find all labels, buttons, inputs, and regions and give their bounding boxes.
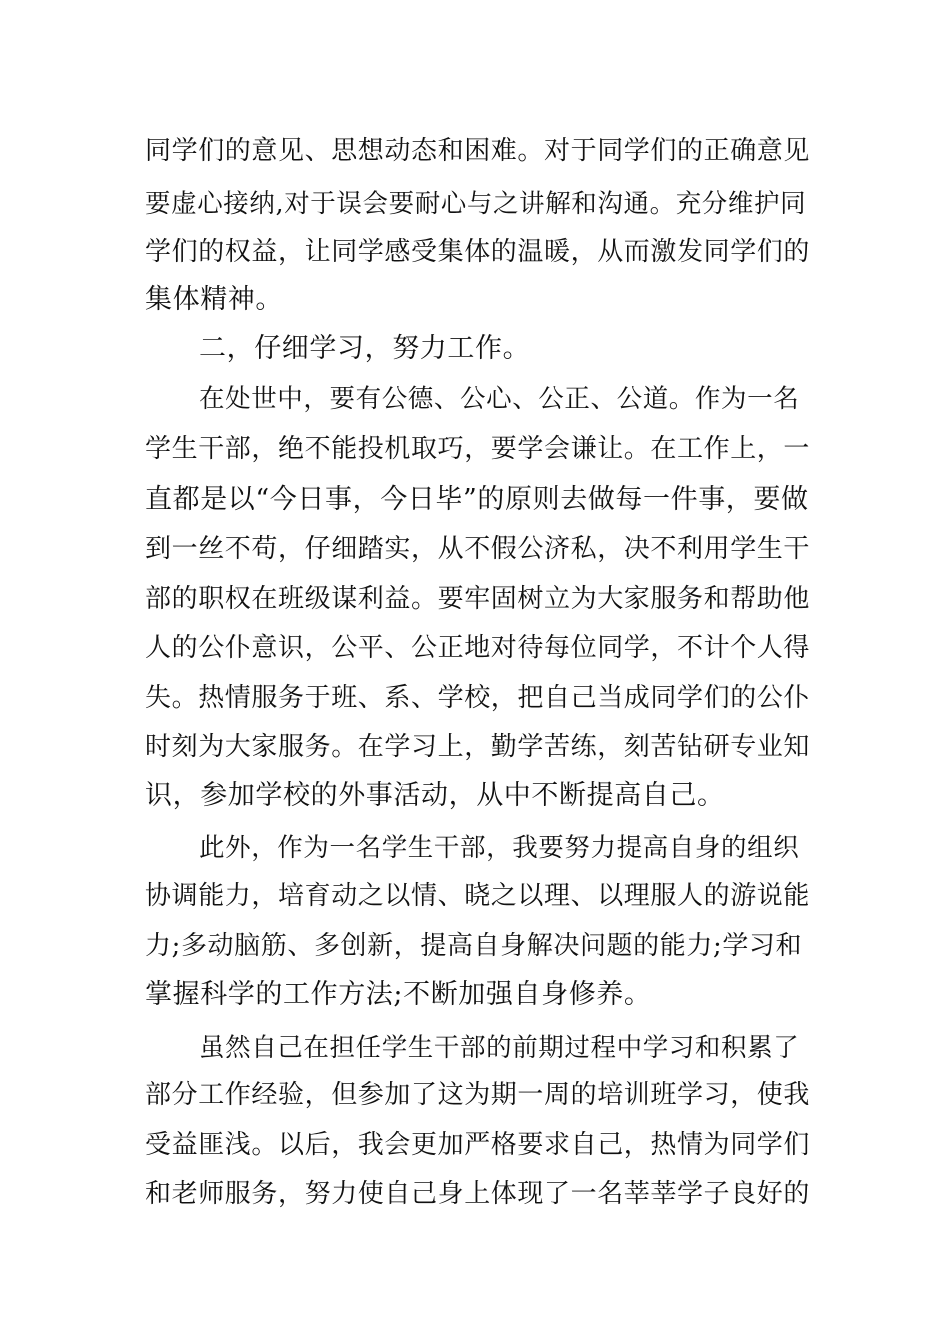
text-line: 学生干部，绝不能投机取巧，要学会谦让。在工作上，一	[145, 434, 810, 464]
text-line: 要虚心接纳,对于误会要耐心与之讲解和沟通。充分维护同	[145, 189, 807, 219]
paragraph-first-line: 在处世中，要有公德、公心、公正、公道。作为一名	[199, 384, 800, 414]
text-line: 学们的权益，让同学感受集体的温暖，从而激发同学们的	[145, 237, 810, 267]
text-line: 人的公仆意识，公平、公正地对待每位同学，不计个人得	[145, 633, 810, 663]
text-line: 识，参加学校的外事活动，从中不断提高自己。	[145, 780, 725, 811]
text-line: 时刻为大家服务。在学习上，勤学苦练，刻苦钻研专业知	[145, 732, 810, 762]
text-line: 和老师服务，努力使自己身上体现了一名莘莘学子良好的	[145, 1179, 810, 1209]
text-line: 失。热情服务于班、系、学校，把自己当成同学们的公仆	[145, 683, 810, 713]
text-line: 力;多动脑筋、多创新，提高自身解决问题的能力;学习和	[145, 931, 803, 961]
section-heading: 二，仔细学习，努力工作。	[199, 333, 531, 364]
paragraph-first-line: 此外，作为一名学生干部，我要努力提高自身的组织	[199, 833, 800, 863]
text-line: 集体精神。	[145, 284, 283, 315]
text-line: 掌握科学的工作方法;不断加强自身修养。	[145, 979, 652, 1010]
text-line: 部分工作经验，但参加了这为期一周的培训班学习，使我	[145, 1080, 810, 1110]
text-line: 协调能力，培育动之以情、晓之以理、以理服人的游说能	[145, 881, 810, 911]
text-line: 到一丝不苟，仔细踏实，从不假公济私，决不利用学生干	[145, 534, 810, 564]
text-line: 部的职权在班级谋利益。要牢固树立为大家服务和帮助他	[145, 584, 810, 614]
paragraph-first-line: 虽然自己在担任学生干部的前期过程中学习和积累了	[199, 1033, 800, 1063]
text-line: 受益匪浅。以后，我会更加严格要求自己，热情为同学们	[145, 1130, 810, 1160]
text-line: 直都是以“今日事，今日毕”的原则去做每一件事，要做	[145, 484, 809, 515]
text-line: 同学们的意见、思想动态和困难。对于同学们的正确意见	[145, 136, 810, 166]
